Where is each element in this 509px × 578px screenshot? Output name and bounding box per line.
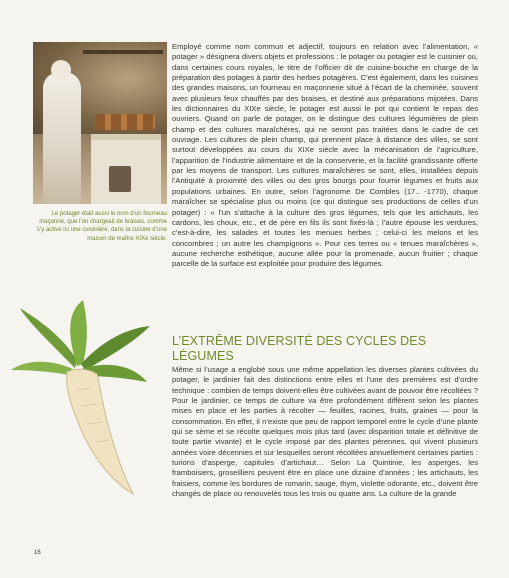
parsnip-icon (5, 298, 155, 498)
photo-pots (95, 114, 155, 130)
photo-cook-figure (43, 72, 81, 204)
photo-stove-door (109, 166, 131, 192)
page-number: 16 (34, 550, 41, 556)
body-paragraph-2 (172, 365, 478, 499)
photo-cook-head (51, 60, 71, 80)
photo-caption: Le potager était aussi le nom d’un fourneau maçonné, que l’on chargeait de braises, comme s’y active ici une cuisinière, dans la cuisine d’une maison de maître XIXe siècle. (36, 211, 167, 242)
paragraph-1-text: Employé comme nom commun et adjectif, toujours en relation avec l’alimentation, « potager » désignera divers objets et professions : le potager ou potagier est le cuisinier ou, dans certaines cours royales, le titre de l’officier dit de cuisine-bouche en charge de la préparation des potages à partir des herbes potagères. C’est également, dans les cuisines des grandes maisons, un fourneau en maçonnerie situé à l’écart de la cheminée, souvent avec plusieurs feux chauffés par des braises, et destiné aux préparations mijotées. Dans les dictionnaires du XIXe siècle, le potager est aussi le pot qui contient le repas des ouvriers. Quand on parle de potager, on le distingue des cultures légumières de plein champ et des cultures maraîchères, qui ne seront pas traitées dans le cadre de cet ouvrage. Les cultures de plein champ, qui prennent place à distance des villes, se sont surtout développées au cours du XIXe siècle avec la mécanisation de l’agriculture, l’apparition de l’industrie alimentaire et de la conserverie, et la facilité grandissante offerte par les moyens de transport. Les cultures maraîchères se sont, elles, installées depuis l’Antiquité à proximité des villes ou des gros bourgs pour fournir légumes et fruits aux populations urbaines. En outre, selon l’agronome De Combles (17.. -1770), chaque maraîcher se spécialise plus ou moins (ce qui distingue ses productions de celles d’un potager) : « l’un s’attache à la culture des gros légumes, tels que les artichauts, les cardons, les choux, etc., et de père en fils ils sont fixés-là ; l’autre épouse les verdures, c’est-à-dire, les salades et toutes les menues herbes ; celui-ci les melons et les concombres ; un autre les champignons ». Pour ces terres ou « tenues maraîchères », aucune recherche esthétique, aucune allée pour la promenade, aucun fruitier ; chaque parcelle de la surface est exploitée pour produire des légumes. (172, 42, 478, 269)
kitchen-photo (33, 42, 167, 204)
photo-shelf (83, 50, 163, 54)
section-heading: L’EXTRÊME DIVERSITÉ DES CYCLES DES LÉGUMES (172, 334, 427, 363)
paragraph-2-text: Même si l’usage a englobé sous une même appellation les diverses plantes cultivées du potager, le jardinier fait des distinctions entre elles et l’une des premières est d’ordre technique : combien de temps doivent-elles être cultivées avant de pouvoir être récoltées ? Pour le jardinier, ce temps de culture va être profondément différent selon les plantes mises en place et les parties à récolter — feuilles, racines, fruits, graines — pour la consommation. En effet, il n’existe que peu de rapport temporel entre le cycle d’une plante qui se sème et se récolte quelques mois plus tard (avec disparition totale et définitive de toute partie vivante) et le cycle imposé par des plantes pérennes, qui vivent plusieurs années voire décennies et sur lesquelles seront récoltées annuellement certaines parties : turions d’asperge, capitules d’artichaut… Selon La Quintinie, les asperges, les framboisiers, groseilliers peuvent être en place une dizaine d’années ; les artichauts, les fraisiers, comme les bordures de romarin, sauge, thym, violette odorante, etc., doivent être changés de place ou renouvelés tous les trois ou quatre ans. La culture de la grande (172, 365, 478, 499)
parsnip-root (67, 369, 133, 494)
body-paragraph-1 (172, 42, 478, 270)
